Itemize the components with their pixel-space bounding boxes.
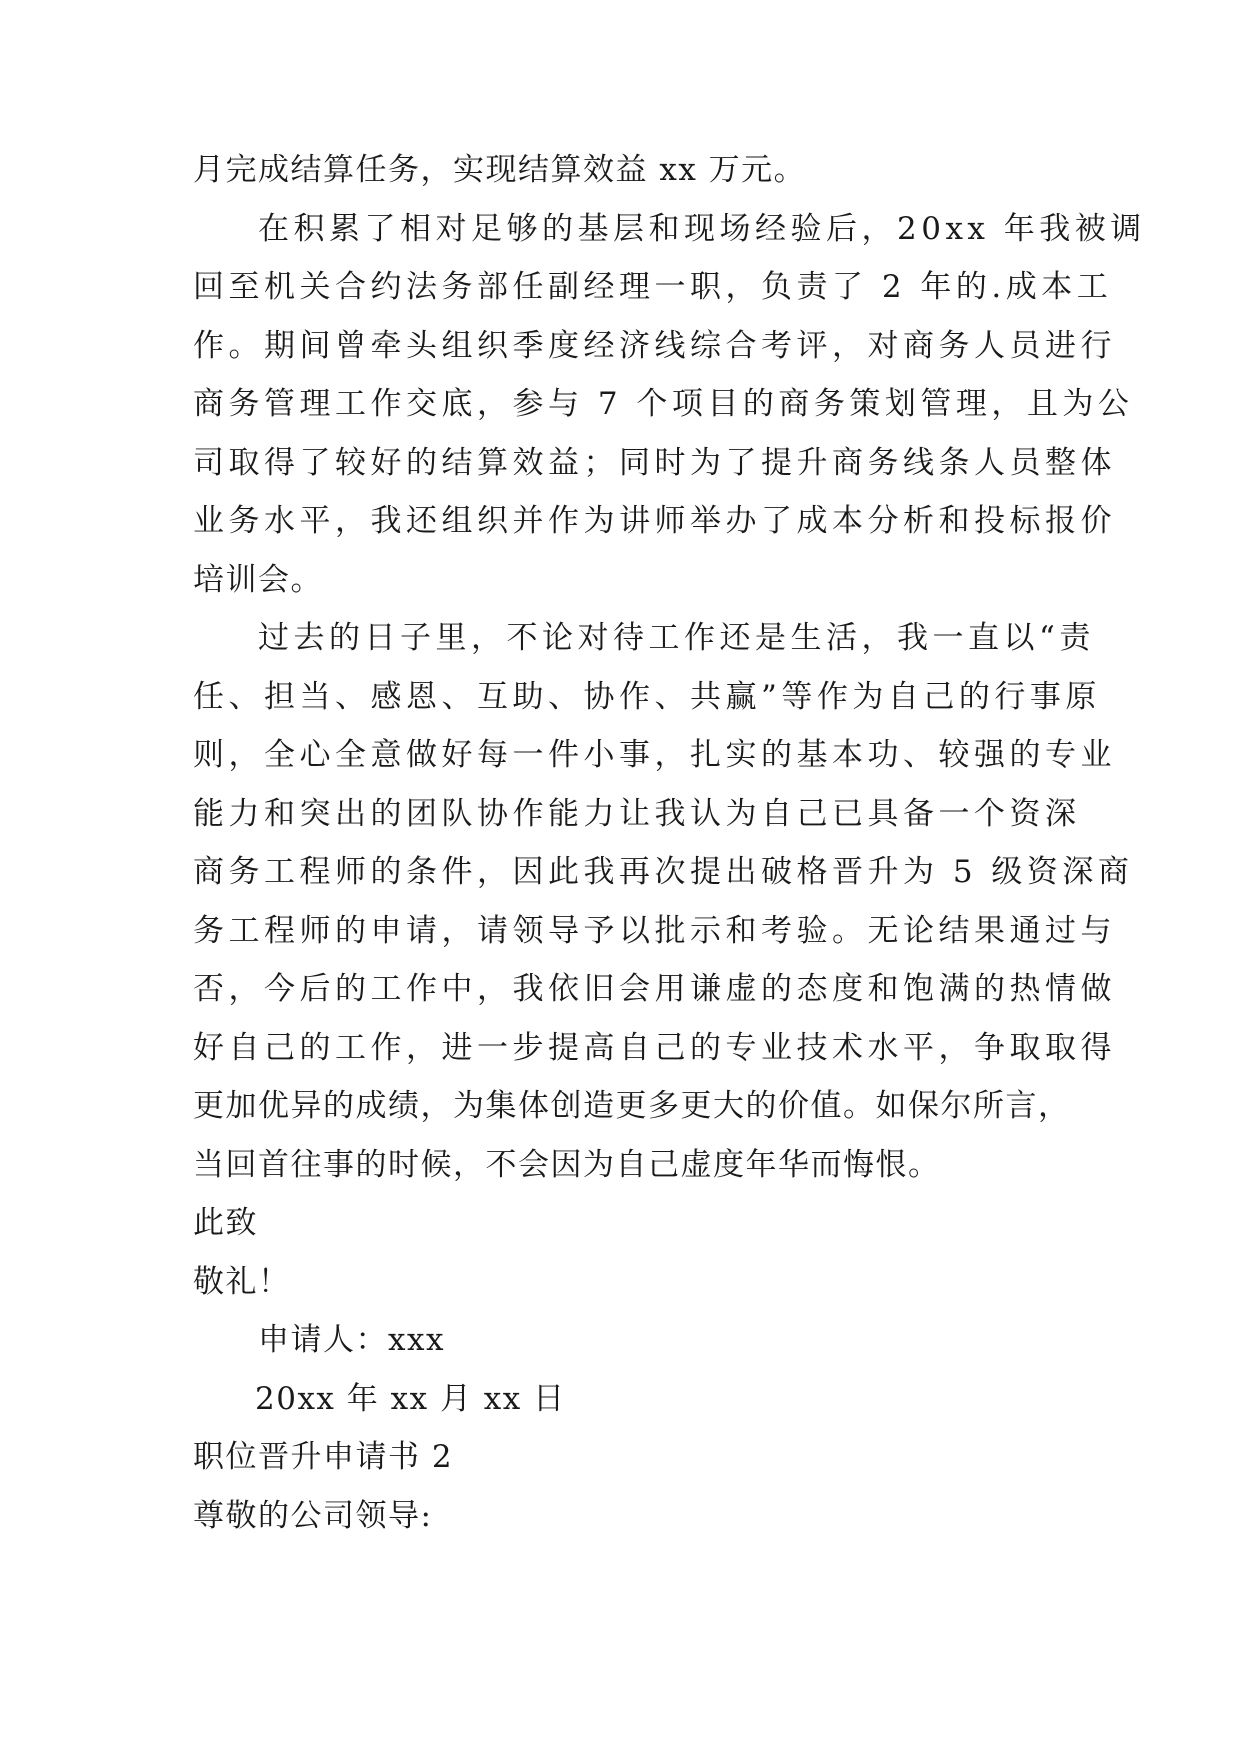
greeting-line: 尊敬的公司领导: bbox=[193, 1498, 433, 1534]
section-title: 职位晋升申请书 2 bbox=[193, 1439, 454, 1475]
text-line: 作。期间曾牵头组织季度经济线综合考评，对商务人员进行 bbox=[193, 328, 1116, 364]
text-line: 好自己的工作，进一步提高自己的专业技术水平，争取取得 bbox=[193, 1030, 1116, 1066]
text-line: 当回首往事的时候，不会因为自己虚度年华而悔恨。 bbox=[193, 1147, 941, 1183]
text-line: 回至机关合约法务部任副经理一职，负责了 2 年的.成本工 bbox=[193, 269, 1113, 305]
paragraph-start-line: 过去的日子里，不论对待工作还是生活，我一直以“责 bbox=[258, 620, 1095, 656]
text-line: 司取得了较好的结算效益；同时为了提升商务线条人员整体 bbox=[193, 445, 1116, 481]
salutation-line: 敬礼！ bbox=[193, 1264, 291, 1300]
text-line: 月完成结算任务，实现结算效益 xx 万元。 bbox=[193, 152, 807, 188]
applicant-line: 申请人：xxx bbox=[258, 1322, 445, 1358]
paragraph-start-line: 在积累了相对足够的基层和现场经验后，20xx 年我被调 bbox=[258, 211, 1146, 247]
text-line: 能力和突出的团队协作能力让我认为自己已具备一个资深 bbox=[193, 796, 1081, 832]
date-line: 20xx 年 xx 月 xx 日 bbox=[255, 1381, 566, 1417]
text-line: 务工程师的申请，请领导予以批示和考验。无论结果通过与 bbox=[193, 913, 1116, 949]
text-line: 培训会。 bbox=[193, 562, 323, 598]
text-line: 业务水平，我还组织并作为讲师举办了成本分析和投标报价 bbox=[193, 503, 1116, 539]
text-line: 更加优异的成绩，为集体创造更多更大的价值。如保尔所言， bbox=[193, 1088, 1071, 1124]
text-line: 商务管理工作交底，参与 7 个项目的商务策划管理，且为公 bbox=[193, 386, 1134, 422]
text-line: 否，今后的工作中，我依旧会用谦虚的态度和饱满的热情做 bbox=[193, 971, 1116, 1007]
closing-line: 此致 bbox=[193, 1205, 258, 1241]
text-line: 任、担当、感恩、互助、协作、共赢”等作为自己的行事原 bbox=[193, 679, 1101, 715]
text-line: 商务工程师的条件，因此我再次提出破格晋升为 5 级资深商 bbox=[193, 854, 1134, 890]
text-line: 则，全心全意做好每一件小事，扎实的基本功、较强的专业 bbox=[193, 737, 1116, 773]
